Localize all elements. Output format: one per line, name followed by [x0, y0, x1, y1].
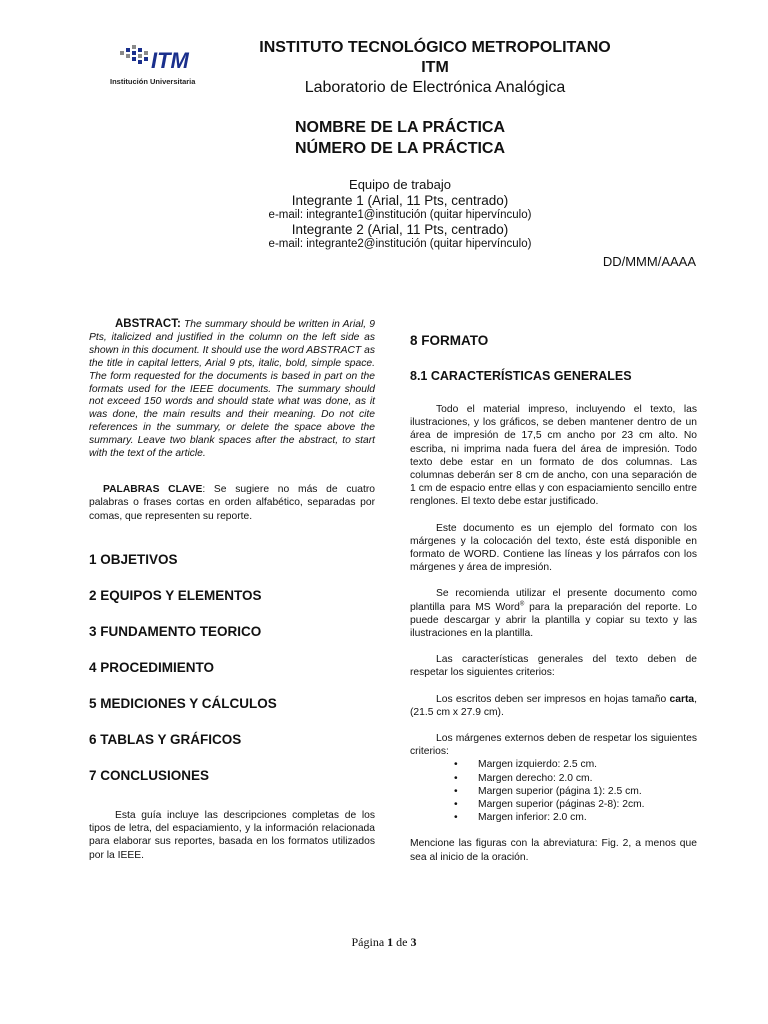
body-paragraph: Las características generales del texto deben de respetar los siguientes criterios: [410, 654, 697, 679]
total-pages-number: 3 [410, 935, 417, 949]
of-word: de [396, 935, 408, 949]
section-list [89, 551, 375, 803]
paragraph-text: Se recomienda utilizar el presente documento como plantilla para MS Word [410, 588, 697, 613]
list-item [454, 772, 697, 785]
list-item [454, 758, 697, 771]
page-footer [0, 935, 768, 950]
body-paragraph [410, 587, 697, 640]
body-paragraph: Mencione las figuras con la abreviatura: Fig. 2, a menos que sea al inicio de la oración. [410, 838, 697, 863]
keywords-text: : Se sugiere no más de cuatro palabras o frases cortas en orden alfabético, separadas por comas, que representen su reporte. [89, 483, 376, 522]
keywords-label: PALABRAS CLAVE [103, 483, 203, 495]
logo-subtitle: Institución Universitaria [110, 77, 196, 86]
current-page-number: 1 [387, 935, 394, 949]
body-paragraph: Todo el material impreso, incluyendo el texto, las ilustraciones, y los gráficos, se deben mantener dentro de un área de impresión de 17,5 cm ancho por 23 cm alto. No escriba, ni imprima nada fuera del área de impresión. Todo texto debe estar en un formato de dos columnas. Las columnas deberán ser 8 cm de ancho, con una separación de 1 cm de espacio entre ellas y con espaciamiento sencillo entre renglones. El texto debe estar justificado. [410, 404, 697, 508]
paragraph-text: , (21.5 cm x 27.9 cm). [410, 693, 697, 718]
paragraph-bold-text: carta [669, 693, 695, 705]
margins-list [410, 758, 697, 824]
practice-number: NÚMERO DE LA PRÁCTICA [294, 140, 506, 157]
subsection-heading: 8.1 CARACTERÍSTICAS GENERALES [410, 369, 632, 383]
section-heading: 5 MEDICIONES Y CÁLCULOS [89, 695, 277, 711]
section-heading: 1 OBJETIVOS [89, 551, 178, 567]
institution-acronym: ITM [421, 59, 449, 76]
section-heading-formato: 8 FORMATO [410, 333, 489, 348]
paragraph-text: Los escritos deben ser impresos en hojas tamaño [436, 693, 670, 705]
itm-logo-mark-icon [118, 42, 198, 76]
body-paragraph: Este documento es un ejemplo del formato con los márgenes y la colocación del texto, éste está disponible en formato de WORD. Contiene las líneas y los párrafos con los márgenes y área de impresión. [410, 522, 697, 574]
bullet-icon: • [454, 759, 458, 771]
conclusion-paragraph: Esta guía incluye las descripciones completas de los tipos de letra, del espaciamiento, y la información relacionada para elaborar sus reportes, basada en los formatos utilizados por la IEEE. [89, 809, 375, 861]
bullet-icon: • [454, 799, 458, 811]
right-column [410, 332, 697, 864]
institution-name: INSTITUTO TECNOLÓGICO METROPOLITANO [259, 39, 611, 56]
list-item-text: Margen izquierdo: 2.5 cm. [478, 759, 598, 771]
document-date: DD/MMM/AAAA [602, 254, 696, 269]
section-heading: 7 CONCLUSIONES [89, 767, 210, 783]
left-column [89, 318, 375, 872]
abstract-paragraph [89, 318, 375, 461]
section-heading: 2 EQUIPOS Y ELEMENTOS [89, 587, 262, 603]
list-item [454, 785, 697, 798]
team-member-1: Integrante 1 (Arial, 11 Pts, centrado) [291, 193, 509, 208]
section-heading: 3 FUNDAMENTO TEORICO [89, 623, 262, 639]
list-item [454, 798, 697, 811]
list-item-text: Margen derecho: 2.0 cm. [478, 772, 593, 784]
lab-name: Laboratorio de Electrónica Analógica [304, 79, 566, 96]
list-item-text: Margen superior (página 1): 2.5 cm. [478, 785, 642, 797]
practice-name: NOMBRE DE LA PRÁCTICA [294, 119, 506, 136]
team-email-1: e-mail: integrante1@institución (quitar hipervínculo) [268, 209, 532, 221]
abstract-label: ABSTRACT: [115, 318, 181, 330]
team-title: Equipo de trabajo [349, 177, 451, 192]
paragraph-text: para la preparación del reporte. Lo puede descargar y abrir la plantilla y copiar su texto y las ilustraciones en la plantilla. [410, 601, 697, 640]
list-item [454, 811, 697, 824]
keywords-paragraph [89, 483, 375, 523]
list-item-text: Margen superior (páginas 2-8): 2cm. [478, 799, 645, 811]
bullet-icon: • [454, 772, 458, 784]
body-paragraph [410, 693, 697, 719]
bullet-icon: • [454, 785, 458, 797]
bullet-icon: • [454, 812, 458, 824]
list-item-text: Margen inferior: 2.0 cm. [478, 812, 587, 824]
logo-text: ITM [151, 48, 189, 73]
abstract-text: The summary should be written in Arial, 9 Pts, italicized and justified in the column on the left side as shown in this document. It should use the word ABSTRACT as the title in capital letters, Arial 9 pts, italic, bold, simple space. The form requested for the documents is based in part on the formats used for the IEEE documents. The summary should not exceed 150 words and should state what was done, as it was done, the main results and their meaning. Do not cite references in the summary, or delete the space above the summary. Leave two blank spaces after the abstract, to start with the text of the article. [89, 319, 375, 460]
itm-logo [108, 42, 208, 90]
section-heading: 4 PROCEDIMIENTO [89, 659, 215, 675]
body-paragraph: Los márgenes externos deben de respetar los siguientes criterios: [410, 733, 697, 758]
section-heading: 6 TABLAS Y GRÁFICOS [89, 731, 242, 747]
team-email-2: e-mail: integrante2@institución (quitar hipervínculo) [268, 238, 532, 250]
registered-mark: ® [519, 601, 525, 608]
team-member-2: Integrante 2 (Arial, 11 Pts, centrado) [291, 222, 509, 237]
page-word: Página [351, 935, 385, 949]
